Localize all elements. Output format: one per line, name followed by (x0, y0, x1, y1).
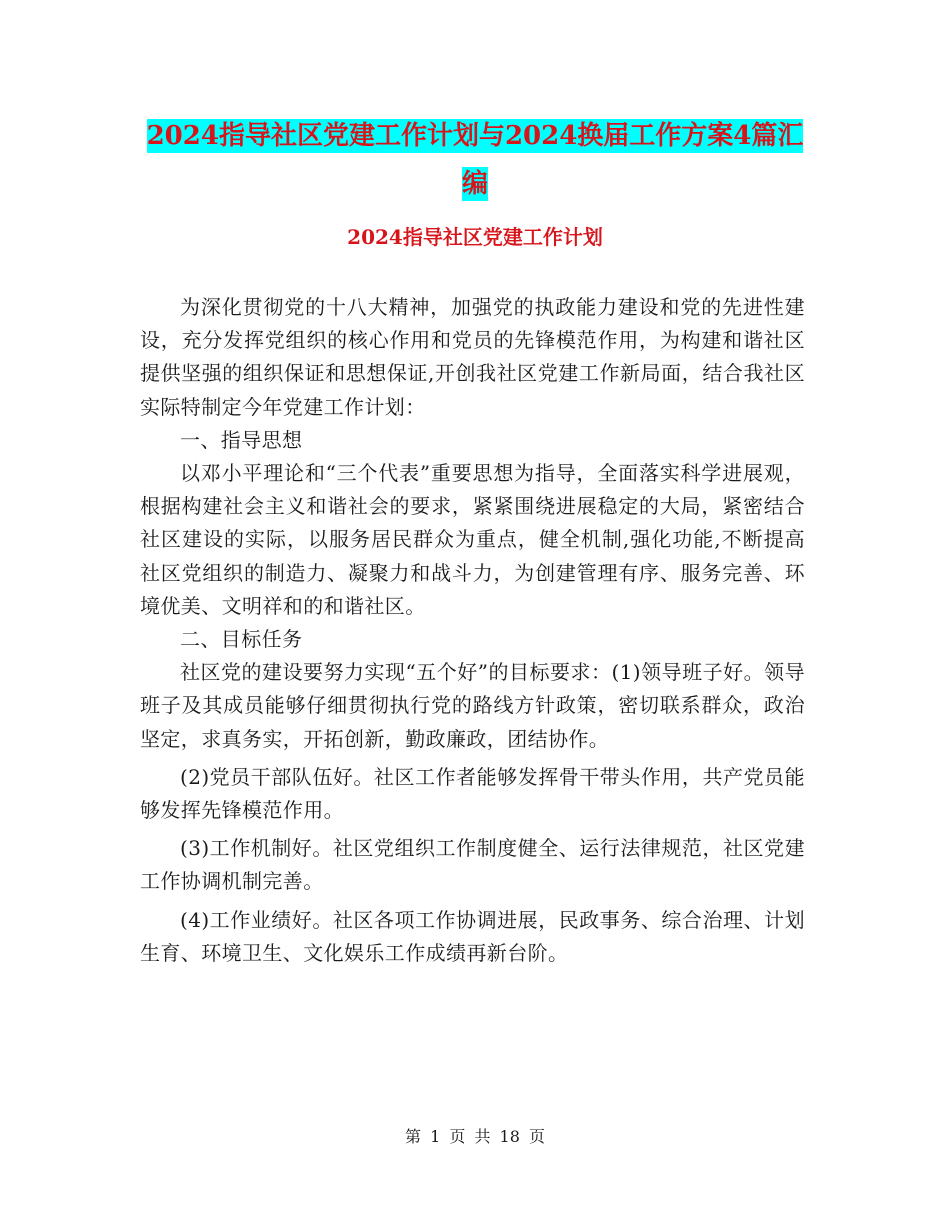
heading-guiding-ideology: 一、指导思想 (180, 427, 303, 452)
section-title: 2024指导社区党建工作计划 (347, 225, 603, 249)
document-body (140, 291, 805, 970)
heading-goals-tasks: 二、目标任务 (180, 627, 303, 652)
page-indicator: 第 1 页 共 18 页 (405, 1127, 545, 1146)
paragraph-goal-3: (3)工作机制好。社区党组织工作制度健全、运行法律规范，社区党建工作协调机制完善。 (140, 836, 805, 894)
paragraph-goal-1: 社区党的建设要努力实现“五个好”的目标要求：(1)领导班子好。领导班子及其成员能够仔细贯彻执行党的路线方针政策，密切联系群众，政治坚定，求真务实，开拓创新，勤政廉政，团结协作。 (140, 660, 805, 751)
page-footer (0, 1126, 950, 1148)
paragraph-guiding-ideology: 以邓小平理论和“三个代表”重要思想为指导，全面落实科学进展观，根据构建社会主义和谐社会的要求，紧紧围绕进展稳定的大局，紧密结合社区建设的实际，以服务居民群众为重点，健全机制,强化功能,不断提高社区党组织的制造力、凝聚力和战斗力，为创建管理有序、服务完善、环境优美、文明祥和的和谐社区。 (140, 461, 805, 618)
document-title (140, 112, 810, 208)
document-title-text: 2024指导社区党建工作计划与2024换届工作方案4篇汇编 (146, 121, 804, 199)
paragraph-goal-2: (2)党员干部队伍好。社区工作者能够发挥骨干带头作用，共产党员能够发挥先锋模范作用。 (140, 764, 805, 823)
paragraph-goal-4: (4)工作业绩好。社区各项工作协调进展，民政事务、综合治理、计划生育、环境卫生、文化娱乐工作成绩再新台阶。 (140, 907, 805, 965)
paragraph-intro: 为深化贯彻党的十八大精神，加强党的执政能力建设和党的先进性建设，充分发挥党组织的核心作用和党员的先锋模范作用，为构建和谐社区提供坚强的组织保证和思想保证,开创我社区党建工作新局面，结合我社区实际特制定今年党建工作计划： (140, 295, 805, 419)
